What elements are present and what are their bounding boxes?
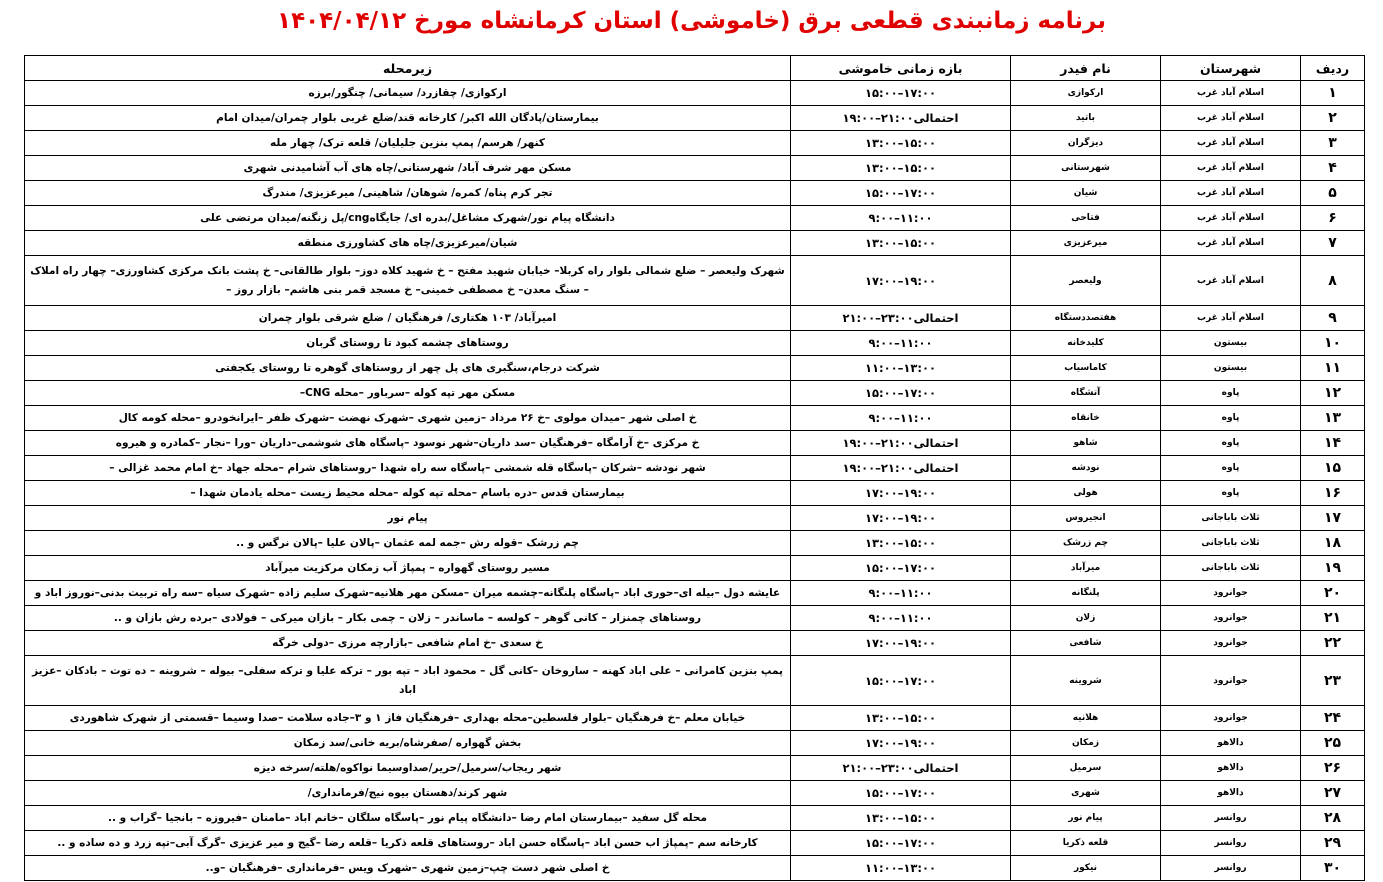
time-range-cell: ۱۳:۰۰–۱۵:۰۰ — [791, 231, 1011, 256]
row-number-cell: ۲۰ — [1301, 581, 1365, 606]
city-cell: ثلاث باباجانی — [1161, 556, 1301, 581]
table-row — [25, 856, 1365, 881]
table-body — [25, 81, 1365, 881]
time-range-cell: ۹:۰۰–۱۱:۰۰ — [791, 406, 1011, 431]
feeder-cell: شروینه — [1011, 656, 1161, 706]
header-areas: زیرمحله — [25, 56, 791, 81]
feeder-cell: انجیروس — [1011, 506, 1161, 531]
row-number-cell: ۱۸ — [1301, 531, 1365, 556]
time-range-cell: ۱۱:۰۰–۱۳:۰۰ — [791, 856, 1011, 881]
time-range-cell: ۱۵:۰۰–۱۷:۰۰ — [791, 556, 1011, 581]
time-range-cell: ۱۵:۰۰–۱۷:۰۰ — [791, 656, 1011, 706]
city-cell: اسلام آباد غرب — [1161, 306, 1301, 331]
table-row — [25, 756, 1365, 781]
city-cell: روانسر — [1161, 831, 1301, 856]
city-cell: دالاهو — [1161, 731, 1301, 756]
table-row — [25, 456, 1365, 481]
city-cell: روانسر — [1161, 806, 1301, 831]
row-number-cell: ۲۶ — [1301, 756, 1365, 781]
table-row — [25, 631, 1365, 656]
areas-cell: خیابان معلم –خ فرهنگیان –بلوار فلسطین–محله بهداری –فرهنگیان فاز ۱ و ۳–جاده سلامت –صدا وسیما –قسمتی از شهرک شاهوردی — [25, 706, 791, 731]
time-range-cell: ۹:۰۰–۱۱:۰۰ — [791, 331, 1011, 356]
time-range-cell: ۱۳:۰۰–۱۵:۰۰ — [791, 706, 1011, 731]
time-range-cell: ۲۱:۰۰–۲۳:۰۰احتمالی — [791, 306, 1011, 331]
row-number-cell: ۴ — [1301, 156, 1365, 181]
city-cell: پاوه — [1161, 481, 1301, 506]
row-number-cell: ۱۶ — [1301, 481, 1365, 506]
row-number-cell: ۱۳ — [1301, 406, 1365, 431]
table-row — [25, 206, 1365, 231]
table-row — [25, 431, 1365, 456]
table-row — [25, 256, 1365, 306]
table-row — [25, 506, 1365, 531]
row-number-cell: ۸ — [1301, 256, 1365, 306]
feeder-cell: دیزگران — [1011, 131, 1161, 156]
city-cell: اسلام آباد غرب — [1161, 81, 1301, 106]
table-row — [25, 481, 1365, 506]
areas-cell: مسکن مهر تپه کوله –سرباور –محله CNG– — [25, 381, 791, 406]
row-number-cell: ۳ — [1301, 131, 1365, 156]
city-cell: اسلام آباد غرب — [1161, 231, 1301, 256]
table-header-row — [25, 56, 1365, 81]
city-cell: جوانرود — [1161, 656, 1301, 706]
time-range-cell: ۹:۰۰–۱۱:۰۰ — [791, 206, 1011, 231]
city-cell: جوانرود — [1161, 581, 1301, 606]
feeder-cell: پیام نور — [1011, 806, 1161, 831]
time-range-cell: ۱۹:۰۰–۲۱:۰۰احتمالی — [791, 456, 1011, 481]
table-row — [25, 581, 1365, 606]
time-range-cell: ۱۹:۰۰–۲۱:۰۰احتمالی — [791, 431, 1011, 456]
row-number-cell: ۲ — [1301, 106, 1365, 131]
table-row — [25, 706, 1365, 731]
areas-cell: پیام نور — [25, 506, 791, 531]
areas-cell: پمپ بنزین کامرانی – علی اباد کهنه – ساروخان –کانی گل – محمود اباد – تپه بور – ترکه علیا و ترکه سفلی– بیوله – شروینه – ده توت – بادکان –عزیز اباد — [25, 656, 791, 706]
time-range-cell: ۱۷:۰۰–۱۹:۰۰ — [791, 481, 1011, 506]
row-number-cell: ۱۰ — [1301, 331, 1365, 356]
areas-cell: مسکن مهر شرف آباد/ شهرستانی/چاه های آب آشامیدنی شهری — [25, 156, 791, 181]
row-number-cell: ۱۱ — [1301, 356, 1365, 381]
row-number-cell: ۲۷ — [1301, 781, 1365, 806]
time-range-cell: ۱۵:۰۰–۱۷:۰۰ — [791, 81, 1011, 106]
feeder-cell: کاماسیاب — [1011, 356, 1161, 381]
city-cell: بیستون — [1161, 331, 1301, 356]
areas-cell: کنهر/ هرسم/ پمپ بنزین جلیلیان/ قلعه ترک/ چهار مله — [25, 131, 791, 156]
time-range-cell: ۱۷:۰۰–۱۹:۰۰ — [791, 731, 1011, 756]
areas-cell: خ سعدی –خ امام شافعی –بازارچه مرزی –دولی خرگه — [25, 631, 791, 656]
areas-cell: شهر ریجاب/سرمیل/حریر/صداوسیما نواکوه/هلته/سرخه دیزه — [25, 756, 791, 781]
row-number-cell: ۲۹ — [1301, 831, 1365, 856]
row-number-cell: ۱۵ — [1301, 456, 1365, 481]
feeder-cell: ولیعصر — [1011, 256, 1161, 306]
row-number-cell: ۱۲ — [1301, 381, 1365, 406]
time-range-cell: ۱۷:۰۰–۱۹:۰۰ — [791, 631, 1011, 656]
feeder-cell: خانقاه — [1011, 406, 1161, 431]
table-row — [25, 556, 1365, 581]
row-number-cell: ۱۷ — [1301, 506, 1365, 531]
city-cell: اسلام آباد غرب — [1161, 156, 1301, 181]
time-range-cell: ۹:۰۰–۱۱:۰۰ — [791, 581, 1011, 606]
time-range-cell: ۱۱:۰۰–۱۳:۰۰ — [791, 356, 1011, 381]
feeder-cell: زلان — [1011, 606, 1161, 631]
table-row — [25, 531, 1365, 556]
areas-cell: دانشگاه پیام نور/شهرک مشاغل/بدره ای/ جایگاهcng/پل زنگنه/میدان مرتضی علی — [25, 206, 791, 231]
areas-cell: بیمارستان/پادگان الله اکبر/ کارخانه قند/ضلع غربی بلوار چمران/میدان امام — [25, 106, 791, 131]
feeder-cell: میرآباد — [1011, 556, 1161, 581]
areas-cell: روستاهای چشمه کبود تا روستای گربان — [25, 331, 791, 356]
feeder-cell: نیکور — [1011, 856, 1161, 881]
table-row — [25, 606, 1365, 631]
city-cell: جوانرود — [1161, 631, 1301, 656]
areas-cell: امیرآباد/ ۱۰۳ هکتاری/ فرهنگیان / ضلع شرقی بلوار چمران — [25, 306, 791, 331]
row-number-cell: ۱۹ — [1301, 556, 1365, 581]
feeder-cell: پلنگانه — [1011, 581, 1161, 606]
feeder-cell: شهرستانی — [1011, 156, 1161, 181]
time-range-cell: ۱۳:۰۰–۱۵:۰۰ — [791, 531, 1011, 556]
feeder-cell: شیان — [1011, 181, 1161, 206]
table-row — [25, 781, 1365, 806]
feeder-cell: نودشه — [1011, 456, 1161, 481]
table-row — [25, 331, 1365, 356]
areas-cell: بخش گهواره /صفرشاه/بریه خانی/سد زمکان — [25, 731, 791, 756]
table-row — [25, 181, 1365, 206]
time-range-cell: ۱۳:۰۰–۱۵:۰۰ — [791, 806, 1011, 831]
row-number-cell: ۶ — [1301, 206, 1365, 231]
row-number-cell: ۵ — [1301, 181, 1365, 206]
row-number-cell: ۲۴ — [1301, 706, 1365, 731]
header-row-number: ردیف — [1301, 56, 1365, 81]
areas-cell: شهر نودشه –شرکان –پاسگاه قله شمشی –پاسگاه سه راه شهدا –روستاهای شرام –محله جهاد –خ امام محمد غزالی – — [25, 456, 791, 481]
areas-cell: ارکوازی/ چقازرد/ سیمانی/ چنگور/برزه — [25, 81, 791, 106]
table-row — [25, 306, 1365, 331]
time-range-cell: ۱۹:۰۰–۲۱:۰۰احتمالی — [791, 106, 1011, 131]
table-row — [25, 831, 1365, 856]
time-range-cell: ۲۱:۰۰–۲۳:۰۰احتمالی — [791, 756, 1011, 781]
feeder-cell: آتشگاه — [1011, 381, 1161, 406]
areas-cell: بیمارستان قدس –دره باسام –محله تپه کوله –محله محیط زیست –محله یادمان شهدا – — [25, 481, 791, 506]
areas-cell: عایشه دول –بیله ای–حوری اباد –پاسگاه پلنگانه–چشمه میران –مسکن مهر هلانیه–شهرک سلیم زاده –شهرک سیاه –سه راه تربیت بدنی–نوروز اباد و — [25, 581, 791, 606]
feeder-cell: هلانیه — [1011, 706, 1161, 731]
header-city: شهرستان — [1161, 56, 1301, 81]
city-cell: اسلام آباد غرب — [1161, 206, 1301, 231]
areas-cell: کارخانه سم –پمپاژ اب حسن اباد –پاسگاه حسن اباد –روستاهای قلعه ذکریا –قلعه رضا –گیج و میر عزیزی –گرگ آبی–تپه زرد و ده ساده و .. — [25, 831, 791, 856]
city-cell: اسلام آباد غرب — [1161, 131, 1301, 156]
areas-cell: روستاهای چمنزار – کانی گوهر – کولسه – ماساندر – زلان – چمی بکار – بازان میرکی – فولادی –برده رش بازان و .. — [25, 606, 791, 631]
feeder-cell: شاهو — [1011, 431, 1161, 456]
feeder-cell: هولی — [1011, 481, 1161, 506]
areas-cell: شرکت درجام،سنگبری های پل چهر از روستاهای گوهره تا روستای یکجفتی — [25, 356, 791, 381]
table-row — [25, 81, 1365, 106]
time-range-cell: ۱۵:۰۰–۱۷:۰۰ — [791, 831, 1011, 856]
city-cell: پاوه — [1161, 456, 1301, 481]
table-row — [25, 231, 1365, 256]
city-cell: اسلام آباد غرب — [1161, 181, 1301, 206]
city-cell: ثلاث باباجانی — [1161, 531, 1301, 556]
feeder-cell: زمکان — [1011, 731, 1161, 756]
time-range-cell: ۱۵:۰۰–۱۷:۰۰ — [791, 181, 1011, 206]
row-number-cell: ۷ — [1301, 231, 1365, 256]
table-row — [25, 106, 1365, 131]
row-number-cell: ۱ — [1301, 81, 1365, 106]
time-range-cell: ۱۳:۰۰–۱۵:۰۰ — [791, 131, 1011, 156]
feeder-cell: قلعه ذکریا — [1011, 831, 1161, 856]
table-row — [25, 806, 1365, 831]
city-cell: روانسر — [1161, 856, 1301, 881]
feeder-cell: کلیدخانه — [1011, 331, 1161, 356]
city-cell: دالاهو — [1161, 756, 1301, 781]
time-range-cell: ۱۷:۰۰–۱۹:۰۰ — [791, 256, 1011, 306]
feeder-cell: ارکوازی — [1011, 81, 1161, 106]
areas-cell: خ مرکزی –خ آرامگاه –فرهنگیان –سد داریان–شهر نوسود –پاسگاه های شوشمی–داریان –ورا –نجار –کمادره و هیروه — [25, 431, 791, 456]
table-row — [25, 131, 1365, 156]
row-number-cell: ۳۰ — [1301, 856, 1365, 881]
row-number-cell: ۲۱ — [1301, 606, 1365, 631]
feeder-cell: چم زرشک — [1011, 531, 1161, 556]
table-row — [25, 356, 1365, 381]
table-row — [25, 156, 1365, 181]
areas-cell: شهر کرند/دهستان بیوه نیج/فرمانداری/ — [25, 781, 791, 806]
feeder-cell: هفتصددستگاه — [1011, 306, 1161, 331]
city-cell: پاوه — [1161, 406, 1301, 431]
city-cell: جوانرود — [1161, 606, 1301, 631]
areas-cell: خ اصلی شهر دست چپ–زمین شهری –شهرک ویس –فرمانداری –فرهنگیان –و.. — [25, 856, 791, 881]
areas-cell: شیان/میرعزیزی/چاه های کشاورزی منطقه — [25, 231, 791, 256]
areas-cell: شهرک ولیعصر – ضلع شمالی بلوار راه کربلا– خیابان شهید مفتح – خ شهید کلاه دوز– بلوار طالقانی– خ پشت بانک مرکزی کشاورزی– چهار راه املاک – سنگ معدن– خ مصطفی خمینی– خ مسجد قمر بنی هاشم– بازار روز – — [25, 256, 791, 306]
city-cell: اسلام آباد غرب — [1161, 106, 1301, 131]
row-number-cell: ۲۵ — [1301, 731, 1365, 756]
city-cell: بیستون — [1161, 356, 1301, 381]
areas-cell: خ اصلی شهر –میدان مولوی –خ ۲۶ مرداد –زمین شهری –شهرک نهضت –شهرک ظفر –ایرانخودرو –محله کومه کال — [25, 406, 791, 431]
areas-cell: محله گل سفید –بیمارستان امام رضا –دانشگاه پیام نور –پاسگاه سلگان –خانم اباد –مامنان –فیروزه – بانجیا –گراب و .. — [25, 806, 791, 831]
time-range-cell: ۹:۰۰–۱۱:۰۰ — [791, 606, 1011, 631]
time-range-cell: ۱۷:۰۰–۱۹:۰۰ — [791, 506, 1011, 531]
time-range-cell: ۱۵:۰۰–۱۷:۰۰ — [791, 381, 1011, 406]
row-number-cell: ۹ — [1301, 306, 1365, 331]
city-cell: جوانرود — [1161, 706, 1301, 731]
feeder-cell: شهری — [1011, 781, 1161, 806]
table-row — [25, 381, 1365, 406]
areas-cell: مسیر روستای گهواره – پمپاژ آب زمکان مرکزیت میرآباد — [25, 556, 791, 581]
row-number-cell: ۱۴ — [1301, 431, 1365, 456]
row-number-cell: ۲۲ — [1301, 631, 1365, 656]
row-number-cell: ۲۳ — [1301, 656, 1365, 706]
feeder-cell: باتید — [1011, 106, 1161, 131]
table-row — [25, 406, 1365, 431]
feeder-cell: سرمیل — [1011, 756, 1161, 781]
page-title: برنامه زمانبندی قطعی برق (خاموشی) استان کرمانشاه مورخ ۱۴۰۴/۰۴/۱۲ — [277, 8, 1106, 34]
header-feeder: نام فیدر — [1011, 56, 1161, 81]
feeder-cell: فتاحی — [1011, 206, 1161, 231]
header-time-range: بازه زمانی خاموشی — [791, 56, 1011, 81]
city-cell: ثلاث باباجانی — [1161, 506, 1301, 531]
table-row — [25, 656, 1365, 706]
areas-cell: تجر کرم پناه/ کمره/ شوهان/ شاهینی/ میرعزیزی/ مندرگ — [25, 181, 791, 206]
feeder-cell: میرعزیزی — [1011, 231, 1161, 256]
table-row — [25, 731, 1365, 756]
city-cell: اسلام آباد غرب — [1161, 256, 1301, 306]
city-cell: پاوه — [1161, 381, 1301, 406]
city-cell: پاوه — [1161, 431, 1301, 456]
city-cell: دالاهو — [1161, 781, 1301, 806]
areas-cell: چم زرشک –قوله رش –جمه لمه عثمان –پالان علیا –پالان نرگس و .. — [25, 531, 791, 556]
row-number-cell: ۲۸ — [1301, 806, 1365, 831]
time-range-cell: ۱۳:۰۰–۱۵:۰۰ — [791, 156, 1011, 181]
time-range-cell: ۱۵:۰۰–۱۷:۰۰ — [791, 781, 1011, 806]
outage-schedule-table — [24, 55, 1365, 881]
feeder-cell: شافعی — [1011, 631, 1161, 656]
